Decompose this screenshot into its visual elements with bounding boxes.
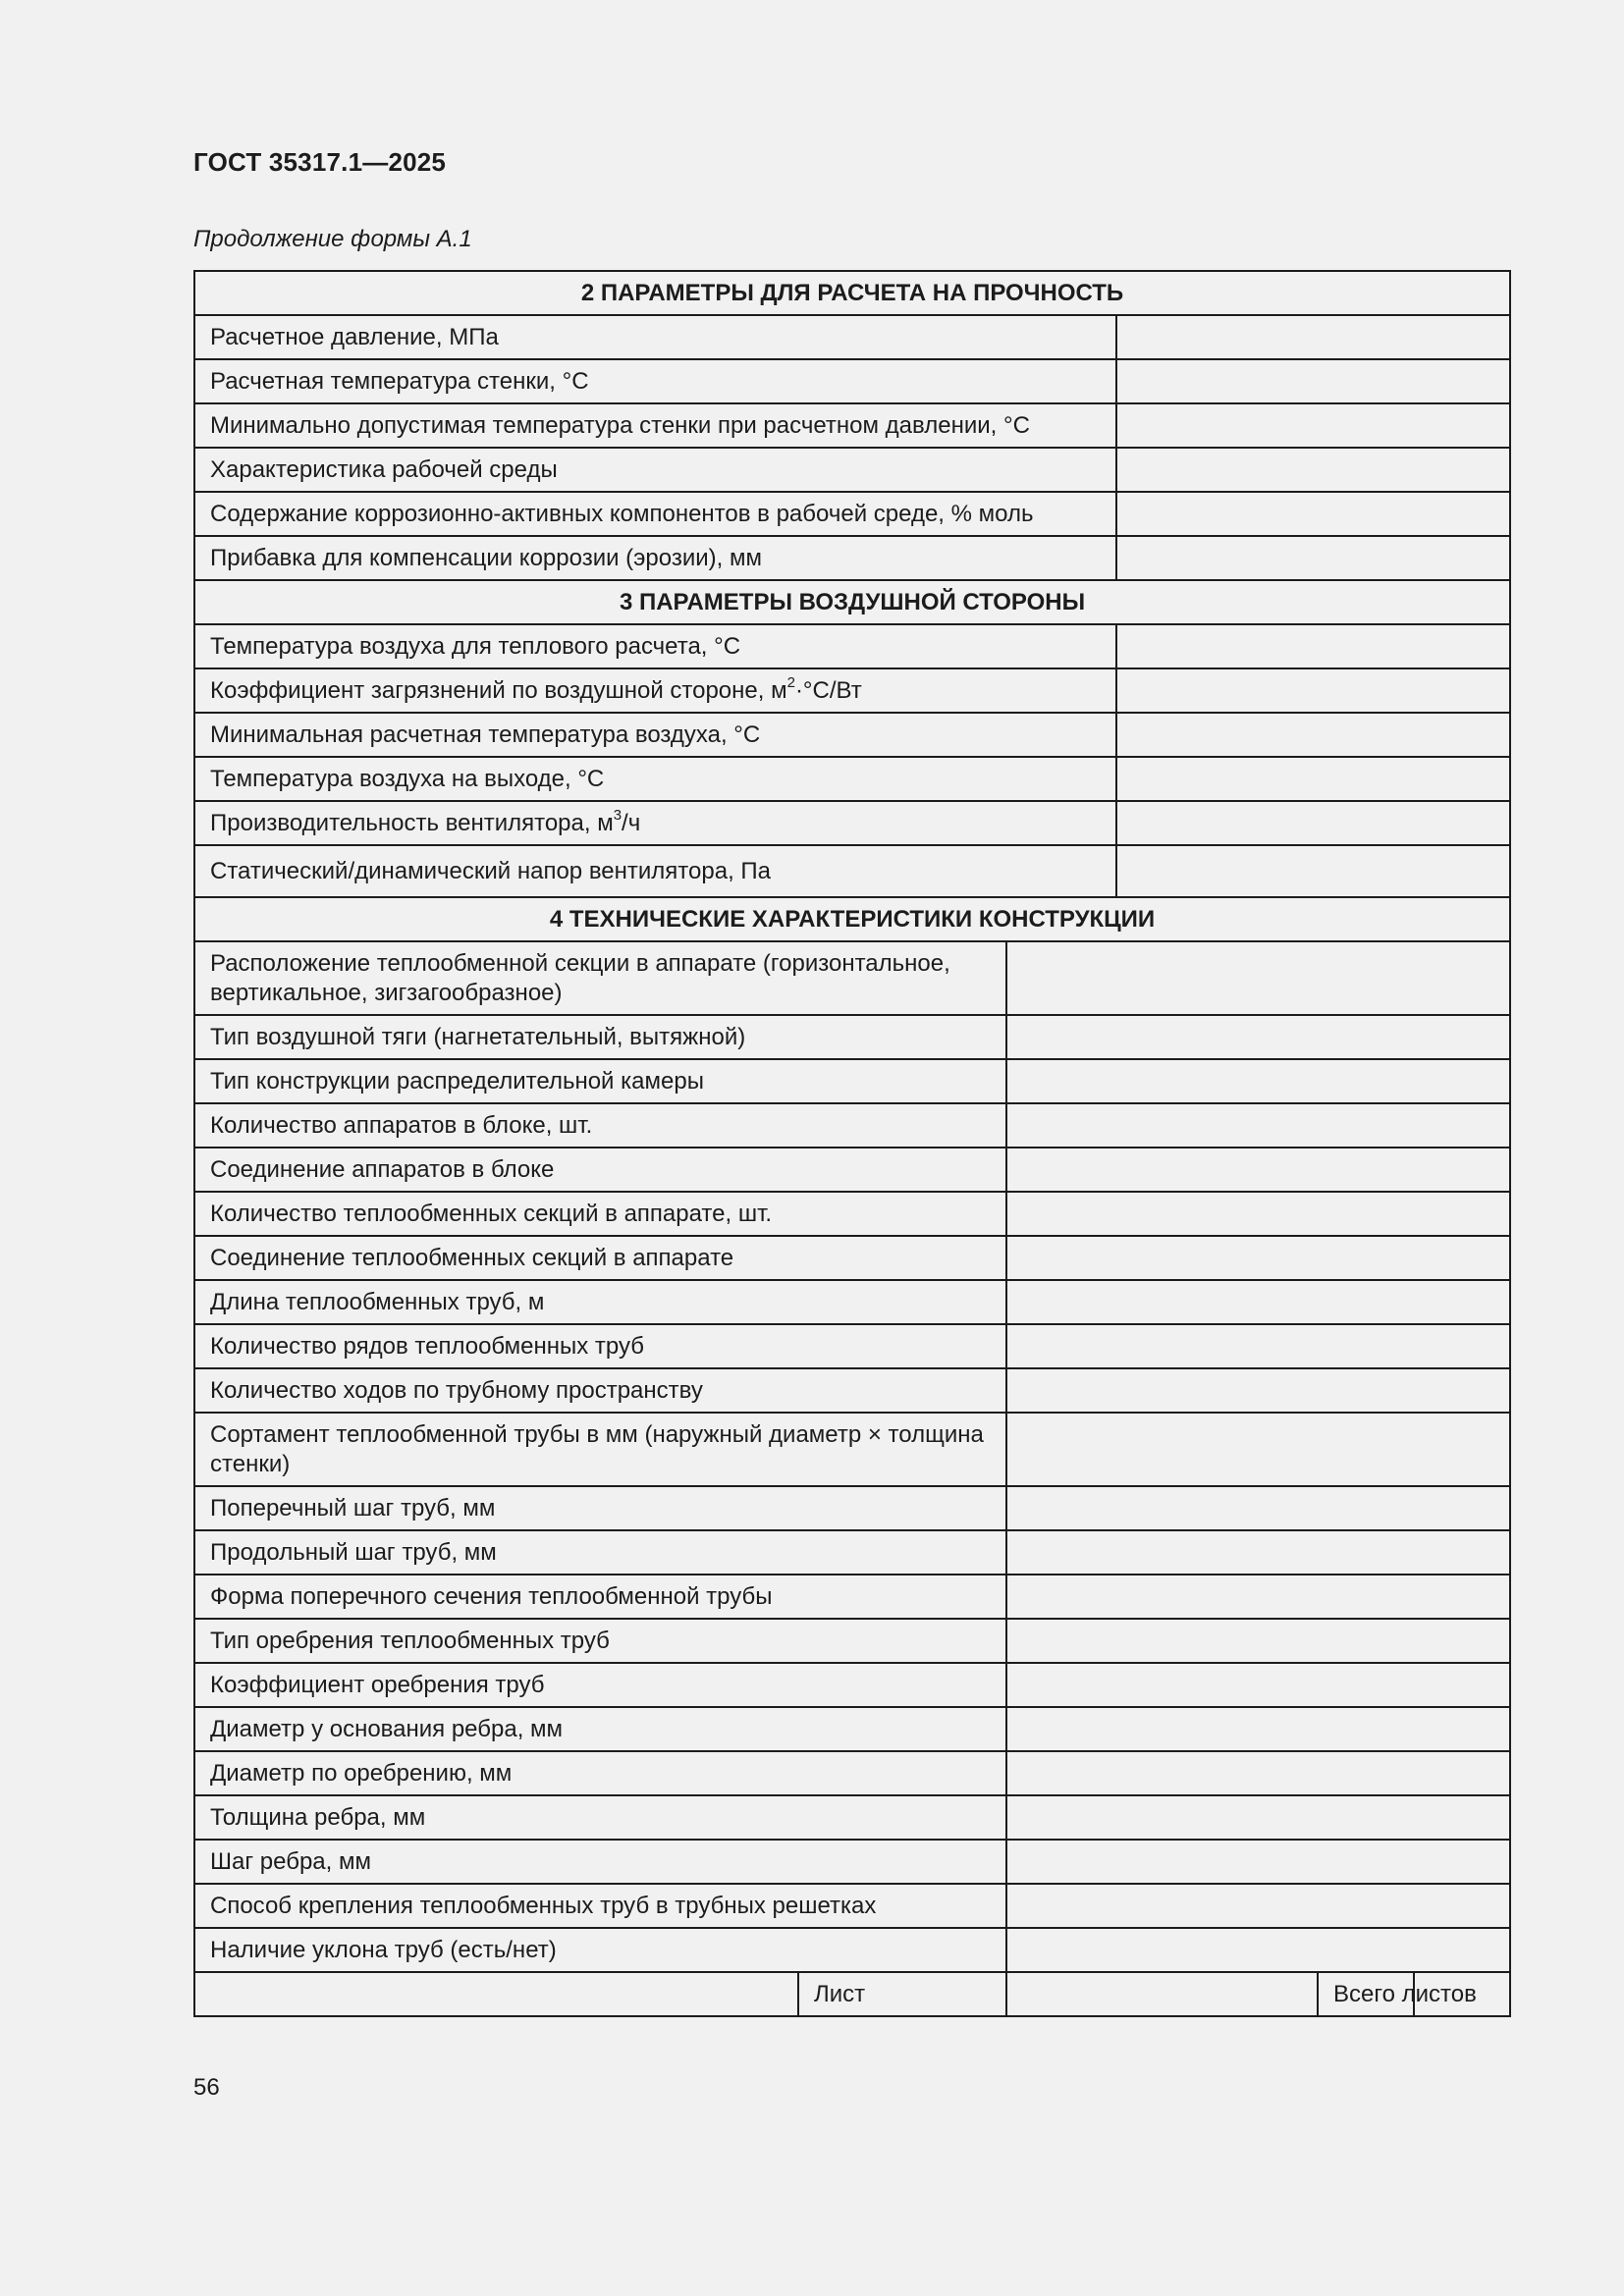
param-value-field[interactable] [1116,315,1510,359]
table-row [194,1368,1510,1413]
param-label: Минимально допустимая температура стенки при расчетном давлении, °С [194,403,1116,448]
total-sheets-label: Всего листов [1318,1972,1414,2016]
table-row [194,1619,1510,1663]
form-caption: Продолжение формы А.1 [193,226,472,252]
param-value-field[interactable] [1006,1486,1510,1530]
table-row [194,1413,1510,1486]
param-value-field[interactable] [1116,713,1510,757]
sheet-label: Лист [798,1972,1006,2016]
form-table [193,270,1511,2017]
param-value-field[interactable] [1006,1928,1510,1972]
param-label: Диаметр по оребрению, мм [194,1751,1006,1795]
table-row [194,757,1510,801]
param-label: Количество аппаратов в блоке, шт. [194,1103,1006,1148]
table-row [194,1530,1510,1575]
param-label: Содержание коррозионно-активных компонентов в рабочей среде, % моль [194,492,1116,536]
param-label: Соединение аппаратов в блоке [194,1148,1006,1192]
param-label: Шаг ребра, мм [194,1840,1006,1884]
param-value-field[interactable] [1006,1530,1510,1575]
param-label: Температура воздуха на выходе, °С [194,757,1116,801]
table-row [194,1148,1510,1192]
param-label-text: Коэффициент загрязнений по воздушной стороне, м [210,676,787,704]
param-label: Толщина ребра, мм [194,1795,1006,1840]
param-value-field[interactable] [1006,1413,1510,1486]
table-row [194,1236,1510,1280]
table-row [194,1059,1510,1103]
table-row [194,1192,1510,1236]
param-value-field[interactable] [1006,1663,1510,1707]
table-row [194,315,1510,359]
param-label: Длина теплообменных труб, м [194,1280,1006,1324]
param-label: Поперечный шаг труб, мм [194,1486,1006,1530]
param-label: Минимальная расчетная температура воздуха, °С [194,713,1116,757]
param-value-field[interactable] [1006,1707,1510,1751]
table-row [194,1575,1510,1619]
param-label: Количество теплообменных секций в аппарате, шт. [194,1192,1006,1236]
param-label [194,668,1116,713]
param-value-field[interactable] [1006,1324,1510,1368]
param-value-field[interactable] [1006,1192,1510,1236]
table-row [194,1884,1510,1928]
param-label: Продольный шаг труб, мм [194,1530,1006,1575]
table-row [194,801,1510,845]
unit-superscript: 3 [613,806,623,824]
table-row [194,941,1510,1015]
param-value-field[interactable] [1006,1884,1510,1928]
param-label: Сортамент теплообменной трубы в мм (наружный диаметр × толщина стенки) [194,1413,1006,1486]
param-label: Соединение теплообменных секций в аппарате [194,1236,1006,1280]
param-value-field[interactable] [1006,1015,1510,1059]
table-row [194,1103,1510,1148]
param-label: Наличие уклона труб (есть/нет) [194,1928,1006,1972]
param-label: Тип оребрения теплообменных труб [194,1619,1006,1663]
page-number: 56 [193,2074,220,2101]
table-row [194,403,1510,448]
table-row [194,1486,1510,1530]
section3-title: 3 ПАРАМЕТРЫ ВОЗДУШНОЙ СТОРОНЫ [194,580,1510,624]
param-label: Способ крепления теплообменных труб в трубных решетках [194,1884,1006,1928]
table-row [194,1663,1510,1707]
param-value-field[interactable] [1006,1751,1510,1795]
unit-superscript: 2 [786,673,795,691]
table-row [194,1840,1510,1884]
unit-suffix: ·°С/Вт [794,676,862,704]
param-label: Количество ходов по трубному пространству [194,1368,1006,1413]
table-row [194,1707,1510,1751]
section2-title: 2 ПАРАМЕТРЫ ДЛЯ РАСЧЕТА НА ПРОЧНОСТЬ [194,271,1510,315]
param-value-field[interactable] [1006,1236,1510,1280]
table-row [194,448,1510,492]
param-label: Диаметр у основания ребра, мм [194,1707,1006,1751]
param-value-field[interactable] [1006,941,1510,1015]
table-row [194,359,1510,403]
sheet-footer-row [194,1972,1510,2016]
param-value-field[interactable] [1116,448,1510,492]
section4-title: 4 ТЕХНИЧЕСКИЕ ХАРАКТЕРИСТИКИ КОНСТРУКЦИИ [194,897,1510,941]
param-label: Тип конструкции распределительной камеры [194,1059,1006,1103]
param-value-field[interactable] [1116,624,1510,668]
param-label: Количество рядов теплообменных труб [194,1324,1006,1368]
param-value-field[interactable] [1116,359,1510,403]
param-value-field[interactable] [1006,1103,1510,1148]
param-value-field[interactable] [1116,845,1510,897]
param-value-field[interactable] [1116,492,1510,536]
param-label: Форма поперечного сечения теплообменной трубы [194,1575,1006,1619]
param-label: Коэффициент оребрения труб [194,1663,1006,1707]
param-value-field[interactable] [1006,1619,1510,1663]
table-row [194,1280,1510,1324]
table-row [194,713,1510,757]
param-value-field[interactable] [1116,668,1510,713]
param-label-text: Производительность вентилятора, м [210,809,614,836]
param-value-field[interactable] [1006,1059,1510,1103]
param-label: Прибавка для компенсации коррозии (эрозии), мм [194,536,1116,580]
table-row [194,668,1510,713]
table-row [194,1324,1510,1368]
table-row [194,624,1510,668]
table-row [194,845,1510,897]
param-label: Расчетная температура стенки, °С [194,359,1116,403]
document-title: ГОСТ 35317.1—2025 [193,147,447,177]
param-label: Расчетное давление, МПа [194,315,1116,359]
param-value-field[interactable] [1116,403,1510,448]
param-value-field[interactable] [1006,1368,1510,1413]
param-value-field[interactable] [1006,1280,1510,1324]
sheet-footer-blank [194,1972,798,2016]
param-value-field[interactable] [1116,757,1510,801]
param-value-field[interactable] [1006,1795,1510,1840]
table-row [194,1795,1510,1840]
table-row [194,1015,1510,1059]
param-value-field[interactable] [1006,1840,1510,1884]
param-label: Характеристика рабочей среды [194,448,1116,492]
table-row [194,1751,1510,1795]
table-row [194,492,1510,536]
param-value-field[interactable] [1116,801,1510,845]
param-value-field[interactable] [1116,536,1510,580]
param-label: Тип воздушной тяги (нагнетательный, вытяжной) [194,1015,1006,1059]
table-row [194,536,1510,580]
param-label: Статический/динамический напор вентилятора, Па [194,845,1116,897]
unit-suffix: /ч [622,809,641,836]
param-label: Температура воздуха для теплового расчета, °С [194,624,1116,668]
sheet-number-field[interactable] [1006,1972,1318,2016]
param-value-field[interactable] [1006,1575,1510,1619]
table-row [194,1928,1510,1972]
param-value-field[interactable] [1006,1148,1510,1192]
param-label: Расположение теплообменной секции в аппарате (горизонтальное, вертикальное, зигзагообразное) [194,941,1006,1015]
param-label [194,801,1116,845]
